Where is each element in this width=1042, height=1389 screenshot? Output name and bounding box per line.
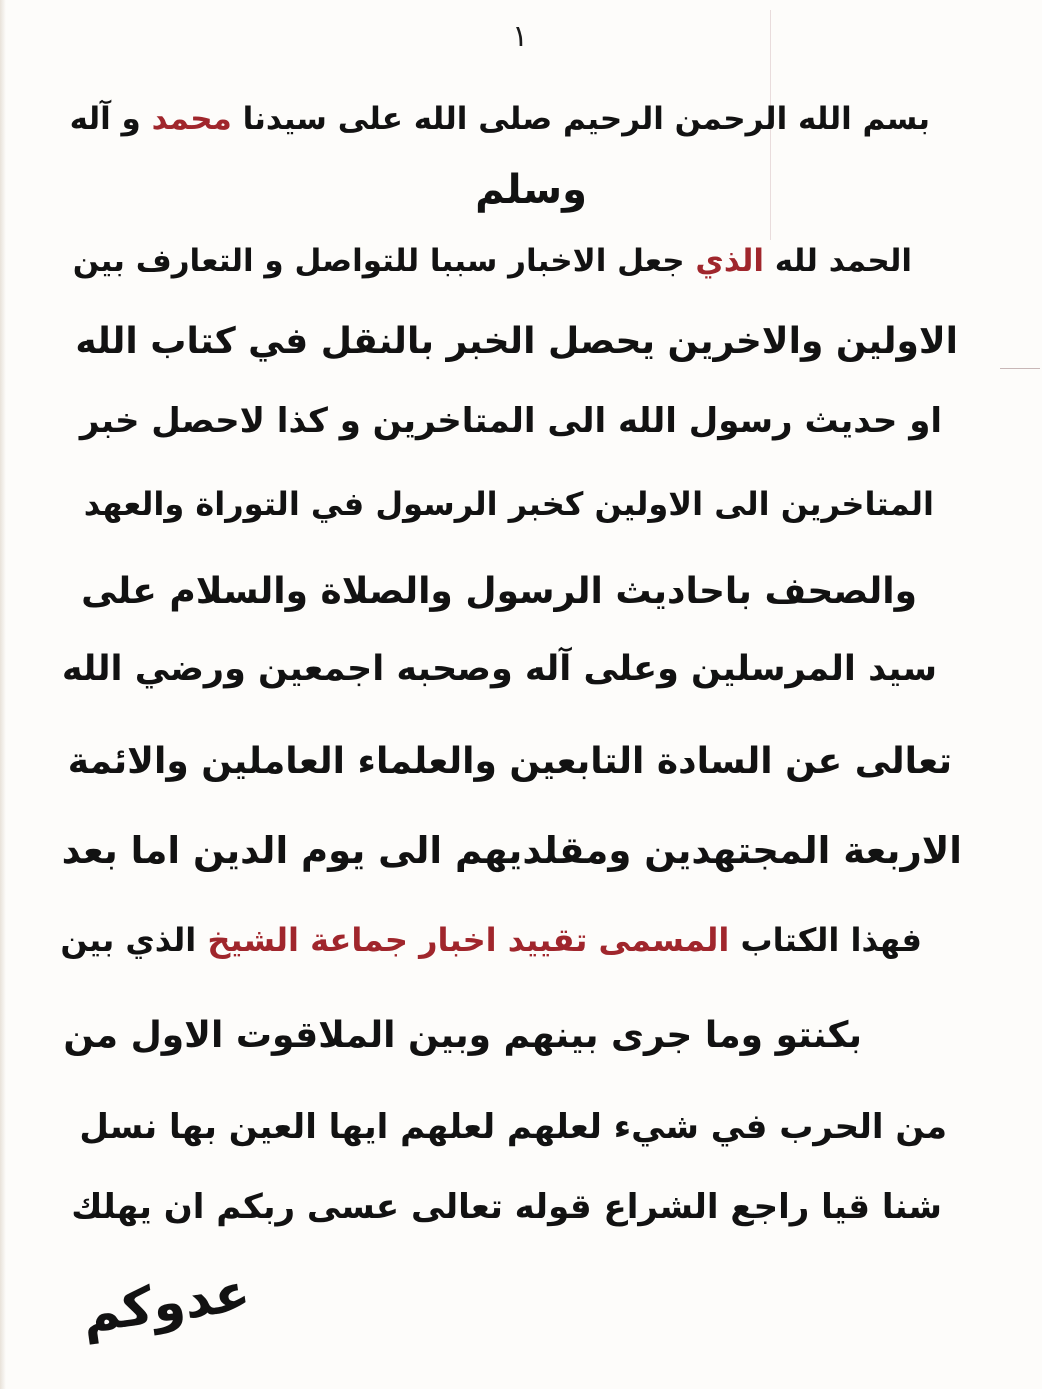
- text-line-4: [75, 321, 958, 362]
- page-number: ١: [512, 19, 529, 54]
- text-line-4-pre: الاولين والاخرين يحصل الخبر بالنقل في كتاب الله: [75, 321, 958, 362]
- text-line-3-red: الذي: [695, 243, 765, 279]
- text-line-14-pre: شنا قيا راجع الشراع قوله تعالى عسى ربكم ان يهلك: [71, 1187, 942, 1227]
- text-line-11: [60, 921, 922, 959]
- text-line-13: [79, 1107, 947, 1147]
- text-line-12: [63, 1015, 862, 1056]
- text-line-10: [61, 829, 962, 872]
- text-line-7-pre: والصحف باحاديث الرسول والصلاة والسلام على: [81, 571, 917, 612]
- text-line-11-pre: فهذا الكتاب: [729, 921, 922, 959]
- text-line-8-pre: سيد المرسلين وعلى آله وصحبه اجمعين ورضي الله: [61, 649, 937, 689]
- text-line-13-pre: من الحرب في شيء لعلهم لعلهم ايها العين بها نسل: [79, 1107, 947, 1147]
- text-line-1-post: و آله: [69, 101, 152, 137]
- text-line-5-pre: او حديث رسول الله الى المتاخرين و كذا لاحصل خبر: [79, 401, 942, 441]
- text-line-12-pre: بكنتو وما جرى بينهم وبين الملاقوت الاول من: [63, 1015, 862, 1056]
- text-line-14: [71, 1187, 942, 1227]
- text-line-3: [72, 243, 912, 279]
- text-line-3-post: جعل الاخبار سببا للتواصل و التعارف بين: [72, 243, 696, 279]
- text-line-9-pre: تعالى عن السادة التابعين والعلماء العاملين والائمة: [67, 741, 952, 782]
- text-line-5: [79, 401, 942, 441]
- text-line-10-pre: الاربعة المجتهدين ومقلديهم الى يوم الدين اما بعد: [61, 829, 962, 872]
- text-line-11-red: المسمى تقييد اخبار جماعة الشيخ: [207, 921, 730, 959]
- text-line-2: [475, 167, 587, 213]
- catchword-signature: عدوكم: [78, 1262, 254, 1346]
- text-line-1-red: محمد: [151, 101, 232, 137]
- text-line-6-pre: المتاخرين الى الاولين كخبر الرسول في التوراة والعهد: [83, 485, 934, 523]
- page-edge-shadow: [0, 0, 6, 1389]
- text-line-11-post: الذي بين: [60, 921, 208, 959]
- text-line-7: [81, 571, 917, 612]
- text-line-1: [69, 101, 930, 137]
- text-line-3-pre: الحمد لله: [764, 243, 912, 279]
- text-line-9: [67, 741, 952, 782]
- text-line-1-pre: بسم الله الرحمن الرحيم صلى الله على سيدنا: [231, 101, 930, 137]
- text-line-8: [61, 649, 937, 689]
- stray-mark: [1000, 368, 1040, 369]
- text-line-6: [83, 485, 934, 523]
- text-line-2-pre: وسلم: [475, 167, 587, 213]
